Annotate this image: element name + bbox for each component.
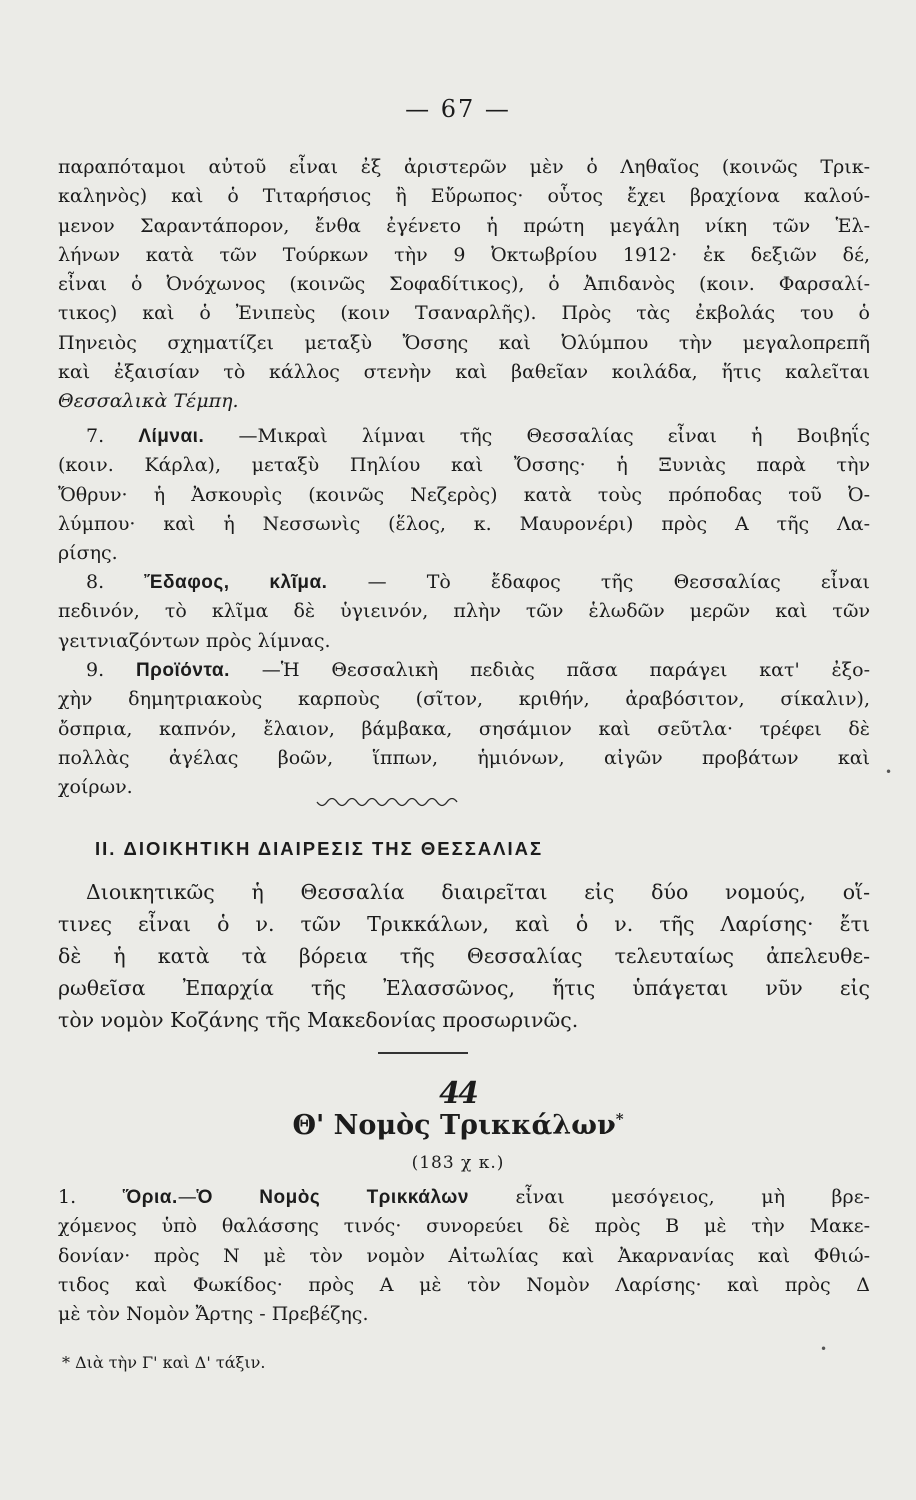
text-line: —Μικραὶ λίμναι τῆς Θεσσαλίας εἶναι ἡ Βοιβηΐς [238, 425, 870, 447]
text-line: παραπόταμοι αὐτοῦ εἶναι ἐξ ἀριστερῶν μὲν ὁ Ληθαῖος (κοινῶς Τρικ- [58, 156, 870, 178]
text-line: καὶ ἐξαισίαν τὸ κάλλος στενὴν καὶ βαθεῖαν κοιλάδα, ἥτις καλεῖται [58, 361, 870, 384]
section-heading-lakes: Λίμναι. [138, 426, 205, 447]
text-line: χὴν δημητριακοὺς καρποὺς (σῖτον, κριθήν, ἀραβόσιτον, σίκαλιν), [58, 688, 870, 711]
prefecture-name-bold: Ὁ Νομὸς Τρικκάλων [196, 1187, 469, 1208]
prefecture-title [0, 1110, 916, 1141]
section-number: 8. [86, 571, 105, 593]
handwritten-number-mark: 44 [439, 1076, 477, 1111]
ink-speck: • [885, 765, 893, 779]
text-line: μενον Σαραντάπορον, ἔνθα ἐγένετο ἡ πρώτη μεγάλη νίκη τῶν Ἑλ- [58, 214, 870, 237]
text-line: ὄσπρια, καπνόν, ἔλαιον, βάμβακα, σησάμιον καὶ σεῦτλα· τρέφει δὲ [58, 717, 870, 740]
text-line: λύμπου· καὶ ἡ Νεσσωνὶς (ἕλος, κ. Μαυρονέρι) πρὸς Α τῆς Λα- [58, 512, 870, 535]
footnote: * Διὰ τὴν Γ' καὶ Δ' τάξιν. [62, 1353, 266, 1372]
text-line: πολλὰς ἀγέλας βοῶν, ἵππων, ἡμιόνων, αἰγῶν προβάτων καὶ [58, 746, 870, 769]
soil-climate-paragraph [58, 568, 870, 656]
footnote-marker: * [615, 1110, 624, 1128]
dash: — [177, 1186, 197, 1208]
horizontal-rule [378, 1052, 468, 1054]
text-line: τιδος καὶ Φωκίδος· πρὸς Α μὲ τὸν Νομὸν Λαρίσης· καὶ πρὸς Δ [58, 1273, 870, 1296]
lakes-paragraph [58, 422, 870, 568]
prefecture-title-text: Θ' Νομὸς Τρικκάλων [292, 1110, 616, 1141]
text-line: χόμενος ὑπὸ θαλάσσης τινός· συνορεύει δὲ πρὸς Β μὲ τὴν Μακε- [58, 1215, 870, 1238]
text-line: Ὄθρυν· ἡ Ἀσκουρὶς (κοινῶς Νεζερὸς) κατὰ τοὺς πρόποδας τοῦ Ὀ- [58, 483, 870, 506]
text-line: εἶναι ὁ Ὀνόχωνος (κοινῶς Σοφαδίτικος), ὁ Ἀπιδανὸς (κοιν. Φαρσαλί- [58, 273, 870, 296]
text-line: πεδινόν, τὸ κλῖμα δὲ ὑγιεινόν, πλὴν τῶν ἑλωδῶν μερῶν καὶ τῶν [58, 600, 870, 623]
text-line: Θεσσαλικὰ Τέμπη. [58, 390, 239, 413]
text-line: καληνὸς) καὶ ὁ Τιταρήσιος ἢ Εὔρωπος· οὗτος ἔχει βραχίονα καλού- [58, 185, 870, 208]
administrative-division-paragraph [58, 876, 870, 1036]
text-line: ρωθεῖσα Ἐπαρχία τῆς Ἐλασσῶνος, ἥτις ὑπάγεται νῦν εἰς [58, 976, 870, 1000]
text-line: (κοιν. Κάρλα), μεταξὺ Πηλίου καὶ Ὄσσης· ἡ Ξυνιὰς παρὰ τὴν [58, 454, 870, 477]
borders-paragraph [58, 1183, 870, 1329]
section-heading-products: Προϊόντα. [135, 660, 230, 681]
text-line: —Ἡ Θεσσαλικὴ πεδιὰς πᾶσα παράγει κατ' ἐξο- [261, 659, 870, 681]
text-line: λήνων κατὰ τῶν Τούρκων τὴν 9 Ὀκτωβρίου 1912· ἐκ δεξιῶν δέ, [58, 243, 870, 266]
text-line: τινες εἶναι ὁ ν. τῶν Τρικκάλων, καὶ ὁ ν. τῆς Λαρίσης· ἔτι [58, 912, 870, 936]
text-line: Διοικητικῶς ἡ Θεσσαλία διαιρεῖται εἰς δύο νομούς, οἵ- [86, 880, 870, 904]
section-heading-borders: Ὅρια. [122, 1187, 178, 1208]
text-line: γειτνιαζόντων πρὸς λίμνας. [58, 629, 331, 652]
text-line: δὲ ἡ κατὰ τὰ βόρεια τῆς Θεσσαλίας τελευταίως ἀπελευθε- [58, 944, 870, 968]
text-line: τικος) καὶ ὁ Ἐνιπεὺς (κοιν Τσαναρλῆς). Πρὸς τὰς ἐκβολάς του ὁ [58, 302, 870, 325]
text-line: δονίαν· πρὸς Ν μὲ τὸν νομὸν Αἰτωλίας καὶ Ἀκαρνανίας καὶ Φθιώ- [58, 1244, 870, 1267]
text-line: μὲ τὸν Νομὸν Ἄρτης - Πρεβέζης. [58, 1303, 369, 1326]
prefecture-area: (183 χ κ.) [411, 1153, 505, 1173]
section-number: 7. [86, 425, 105, 447]
section-number: 1. [58, 1186, 77, 1208]
section-number: 9. [86, 659, 105, 681]
text-line: — Τὸ ἔδαφος τῆς Θεσσαλίας εἶναι [367, 571, 870, 593]
text-line: Πηνειὸς σχηματίζει μεταξὺ Ὄσσης καὶ Ὀλύμπου τὴν μεγαλοπρεπῆ [58, 331, 870, 354]
section-heading-soil-climate: Ἔδαφος, κλῖμα. [144, 572, 328, 593]
text-line: χοίρων. [58, 776, 133, 799]
tributaries-paragraph [58, 153, 870, 417]
wavy-divider-ornament [315, 798, 465, 812]
administrative-division-heading: II. ΔΙΟΙΚΗΤΙΚΗ ΔΙΑΙΡΕΣΙΣ ΤΗΣ ΘΕΣΣΑΛΙΑΣ [95, 838, 544, 859]
page-number: — 67 — [405, 95, 511, 123]
ink-speck: • [820, 1342, 828, 1356]
text-line: ρίσης. [58, 542, 118, 565]
text-line: τὸν νομὸν Κοζάνης τῆς Μακεδονίας προσωρινῶς. [58, 1008, 579, 1032]
products-paragraph [58, 656, 870, 802]
text-line: εἶναι μεσόγειος, μὴ βρε- [515, 1186, 870, 1208]
